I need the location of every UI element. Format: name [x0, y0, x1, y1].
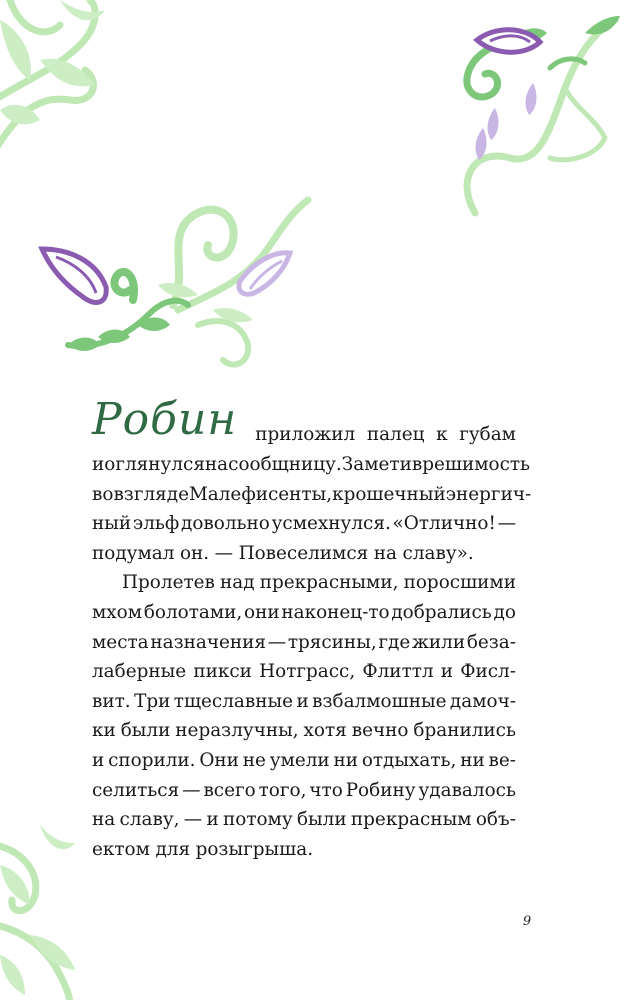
word: Флиттл: [362, 661, 434, 683]
word: —: [497, 513, 516, 535]
word: энергич-: [445, 483, 532, 505]
word: —: [183, 809, 203, 831]
word: Пролетев: [122, 572, 215, 594]
word: поросшими: [403, 572, 516, 594]
word: усмехнулся.: [271, 513, 391, 535]
word: подумал: [92, 542, 175, 564]
word: приложил: [255, 424, 356, 446]
word: жили: [411, 631, 466, 653]
word: вечно: [351, 720, 409, 742]
story-text: [92, 392, 532, 864]
word: Малефисенты,: [188, 483, 333, 505]
word: назначения: [150, 631, 266, 653]
text-line: [92, 687, 516, 717]
word: селиться: [92, 779, 180, 801]
word: они: [244, 601, 280, 623]
word: всего: [203, 779, 256, 801]
word: до: [493, 601, 516, 623]
word: отдыхать,: [361, 749, 457, 771]
word: умели: [269, 749, 330, 771]
word: беза-: [466, 631, 516, 653]
purple-flower-ornament-center: [38, 185, 313, 380]
text-line: [92, 805, 516, 835]
word: наконец-то: [281, 601, 390, 623]
word: славу,: [119, 809, 180, 831]
word: ектом: [92, 838, 150, 860]
word: и: [206, 809, 219, 831]
text-line: [92, 716, 516, 746]
word: удавалось: [418, 779, 516, 801]
word: над: [220, 572, 255, 594]
word: он.: [179, 542, 210, 564]
text-line: [92, 539, 516, 569]
word: мхом: [92, 601, 143, 623]
word: палец: [366, 424, 425, 446]
text-line: [92, 568, 516, 598]
word: болотами,: [143, 601, 243, 623]
word: добрались: [391, 601, 492, 623]
word: дамоч-: [449, 690, 516, 712]
text-line: [92, 657, 516, 687]
word: и: [296, 690, 309, 712]
word: на: [92, 809, 116, 831]
green-leaf-ornament-bottom-left: [0, 825, 90, 1000]
word: губам: [459, 424, 516, 446]
word: неразлучны,: [175, 720, 299, 742]
word: потому: [222, 809, 293, 831]
word: и: [92, 749, 105, 771]
word: и: [92, 454, 105, 475]
text-line: [92, 392, 516, 450]
word: бранились: [413, 720, 516, 742]
word: пикси: [193, 661, 252, 683]
word: вит.: [92, 690, 131, 712]
word: трясины,: [287, 631, 377, 653]
text-line: [92, 450, 531, 480]
word: к: [436, 424, 448, 446]
word: Три: [134, 690, 171, 712]
word: Робину: [345, 779, 416, 801]
word: эльф: [132, 513, 180, 535]
word: что: [309, 779, 343, 801]
word: ки: [92, 720, 116, 742]
text-line: [92, 480, 532, 510]
word: ни: [460, 749, 485, 771]
word: тщеславные: [173, 690, 294, 712]
word: —: [267, 631, 287, 653]
word: спорили.: [108, 749, 196, 771]
word: того,: [258, 779, 307, 801]
word: лаберные: [92, 661, 187, 683]
text-line: [92, 835, 516, 865]
text-line: [92, 776, 516, 806]
word: сообщницу.: [228, 454, 342, 475]
word: Фисл-: [460, 661, 516, 683]
word: места: [92, 631, 149, 653]
word: «Отлично!: [392, 513, 496, 535]
word: для: [155, 838, 191, 860]
word: довольно: [181, 513, 270, 535]
word: оглянулся: [104, 454, 205, 475]
word: на: [204, 454, 229, 475]
word: хотя: [303, 720, 347, 742]
text-line: [92, 746, 516, 776]
word: Они: [199, 749, 239, 771]
text-line: [92, 598, 516, 628]
word: —: [214, 542, 234, 564]
word: решимость: [422, 454, 531, 475]
word: во: [92, 483, 114, 505]
word: были: [296, 809, 347, 831]
word: взгляде: [113, 483, 189, 505]
word: ве-: [488, 749, 516, 771]
word: были: [120, 720, 171, 742]
word: взбалмошные: [312, 690, 447, 712]
word: Повеселимся: [238, 542, 369, 564]
word: —: [182, 779, 201, 801]
word: ный: [92, 513, 132, 535]
word: на: [373, 542, 397, 564]
text-line: [92, 628, 516, 658]
word: где: [378, 631, 411, 653]
word: славу».: [402, 542, 474, 564]
word: крошечный: [332, 483, 446, 505]
word: Заметив: [341, 454, 423, 475]
purple-flower-ornament-top-right: [455, 8, 620, 220]
word: объ-: [475, 809, 516, 831]
word: и: [440, 661, 454, 683]
word: Нотграсс,: [259, 661, 356, 683]
word: ни: [333, 749, 358, 771]
word: прекрасным: [350, 809, 472, 831]
page-number: 9: [522, 914, 532, 929]
word: не: [242, 749, 266, 771]
word: прекрасными,: [259, 572, 399, 594]
word: розыгрыша.: [195, 838, 314, 860]
green-leaf-ornament-top-left: [0, 0, 110, 160]
text-line-words: [255, 420, 516, 450]
text-line: [92, 509, 516, 539]
decorative-initial-word: Робин: [92, 394, 238, 445]
